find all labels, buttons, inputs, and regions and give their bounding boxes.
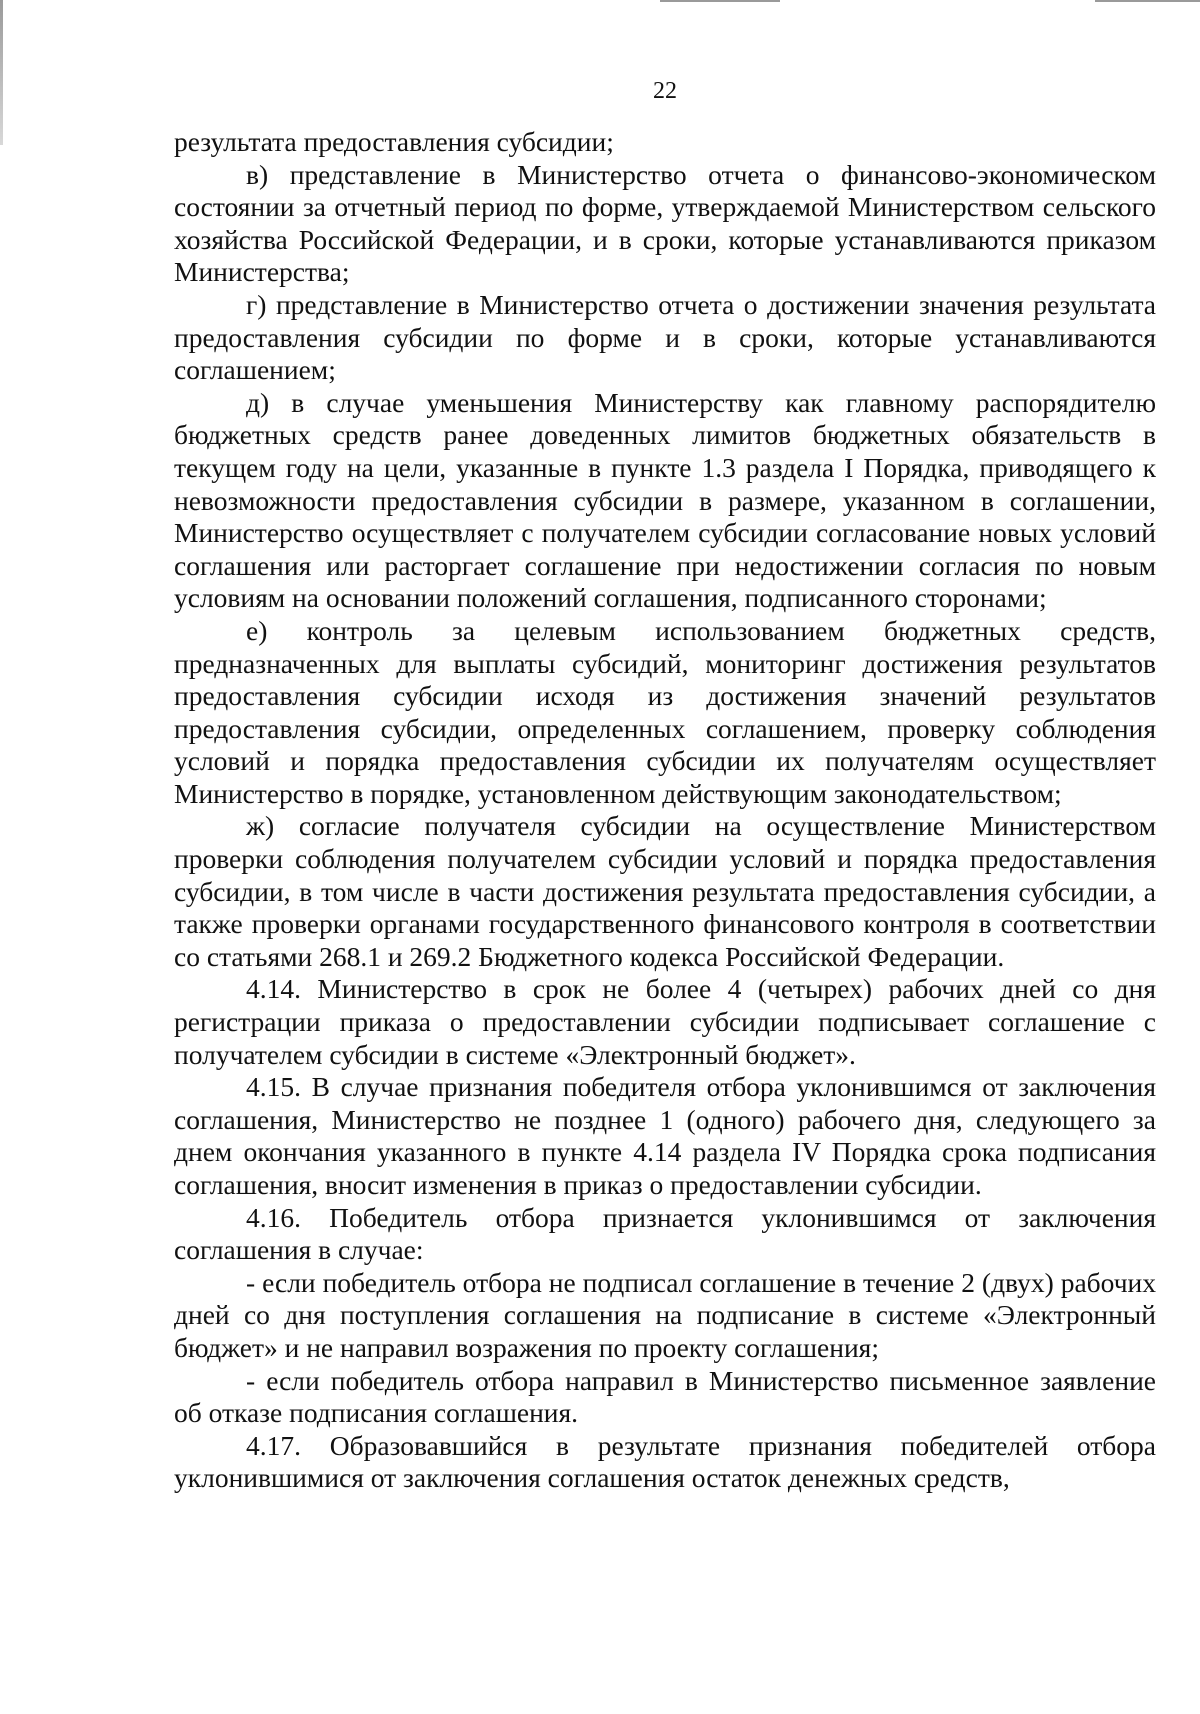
paragraph-item-d: д) в случае уменьшения Министерству как главному распорядителю бюджетных средств ранее доведенных лимитов бюджетных обязательств в текущем году на цели, указанные в пункте 1.3 раздела I Порядка, приводящего к невозможности предоставления субсидии в размере, указанном в соглашении, Министерство осуществляет с получателем субсидии согласование новых условий соглашения или расторгает соглашение при недостижении согласия по новым условиям на основании положений соглашения, подписанного сторонами; <box>174 386 1156 614</box>
paragraph-item-v: в) представление в Министерство отчета о финансово-экономическом состоянии за отчетный период по форме, утверждаемой Министерством сельского хозяйства Российской Федерации, и в сроки, которые устанавливаются приказом Министерства; <box>174 158 1156 288</box>
paragraph-item-e: е) контроль за целевым использованием бюджетных средств, предназначенных для выплаты субсидий, мониторинг достижения результатов предоставления субсидии исходя из достижения значений результатов предоставления субсидии, определенных соглашением, проверку соблюдения условий и порядка предоставления субсидии их получателям осуществляет Министерство в порядке, установленном действующим законодательством; <box>174 614 1156 809</box>
paragraph-continuation: результата предоставления субсидии; <box>174 126 614 157</box>
paragraph-item-g: г) представление в Министерство отчета о достижении значения результата предоставления субсидии по форме и в сроки, которые устанавливаются соглашением; <box>174 288 1156 386</box>
page-number: 22 <box>653 78 677 104</box>
paragraph-4-14: 4.14. Министерство в срок не более 4 (четырех) рабочих дней со дня регистрации приказа о предоставлении субсидии подписывает соглашение с получателем субсидии в системе «Электронный бюджет». <box>174 973 1156 1070</box>
scan-top-mark-right <box>1095 0 1200 2</box>
paragraph-4-15: 4.15. В случае признания победителя отбора уклонившимся от заключения соглашения, Министерство не позднее 1 (одного) рабочего дня, следующего за днем окончания указанного в пункте 4.14 раздела IV Порядка срока подписания соглашения, вносит изменения в приказ о предоставлении субсидии. <box>174 1071 1156 1200</box>
scan-top-mark <box>660 0 780 2</box>
paragraph-4-16-case-2: - если победитель отбора направил в Министерство письменное заявление об отказе подписания соглашения. <box>174 1364 1156 1429</box>
paragraph-4-17: 4.17. Образовавшийся в результате признания победителей отбора уклонившимися от заключения соглашения остаток денежных средств, <box>174 1429 1156 1494</box>
document-body <box>174 126 1156 1495</box>
scan-edge-mark <box>0 0 3 145</box>
paragraph-item-zh: ж) согласие получателя субсидии на осуществление Министерством проверки соблюдения получателем субсидии условий и порядка предоставления субсидии, в том числе в части достижения результата предоставления субсидии, а также проверки органами государственного финансового контроля в соответствии со статьями 268.1 и 269.2 Бюджетного кодекса Российской Федерации. <box>174 810 1156 972</box>
paragraph-4-16: 4.16. Победитель отбора признается уклонившимся от заключения соглашения в случае: <box>174 1201 1156 1266</box>
paragraph-4-16-case-1: - если победитель отбора не подписал соглашение в течение 2 (двух) рабочих дней со дня поступления соглашения на подписание в системе «Электронный бюджет» и не направил возражения по проекту соглашения; <box>174 1266 1156 1363</box>
